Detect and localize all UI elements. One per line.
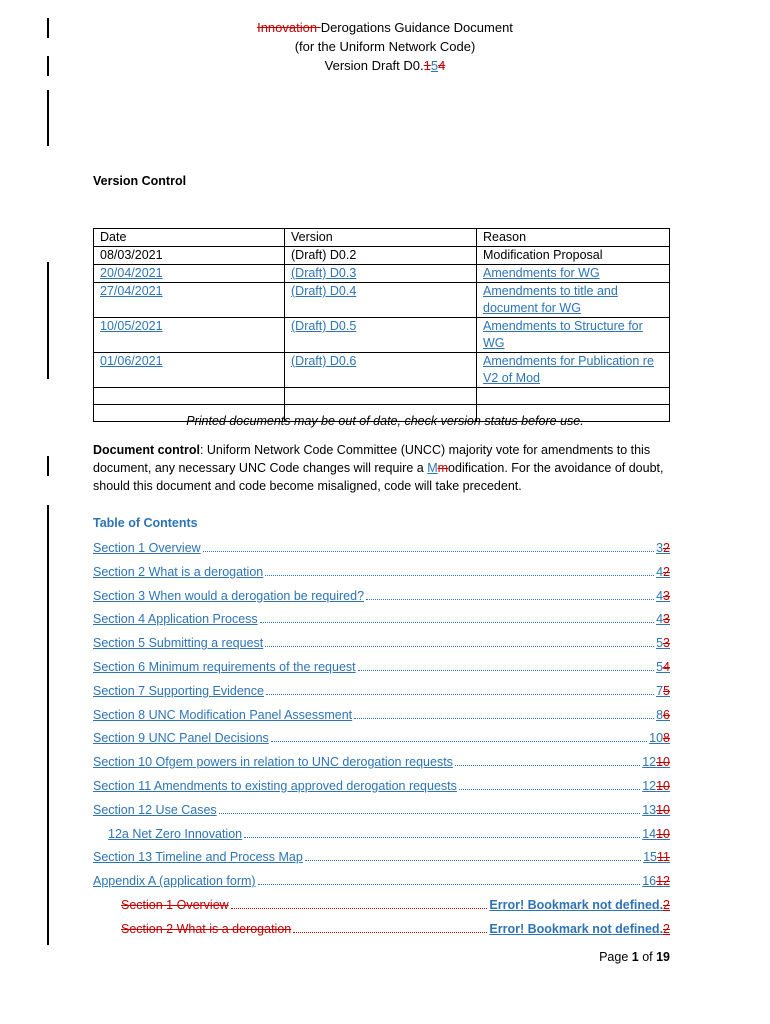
of-label: of: [638, 950, 657, 964]
page-label: Page: [599, 950, 632, 964]
toc-entry[interactable]: [93, 731, 670, 749]
toc-entry-label: Section 2 What is a derogation: [93, 564, 264, 579]
date-cell: 08/03/2021: [94, 247, 285, 265]
toc-page-new: 16: [642, 874, 657, 889]
toc-page-old: 12: [656, 874, 670, 889]
toc-leader-dots: [231, 907, 488, 909]
doc-version-line: [0, 56, 770, 75]
toc-page-number: [642, 874, 670, 888]
toc-title: Table of Contents: [93, 516, 198, 530]
inserted-digit: 5: [430, 58, 439, 73]
toc-page-new: 13: [642, 802, 657, 817]
change-bar: [47, 262, 49, 379]
version-cell: (Draft) D0.3: [285, 265, 477, 283]
reason-cell: Amendments for Publication re V2 of Mod: [477, 353, 670, 388]
toc-page-number: [642, 755, 670, 769]
doc-title-line1: [0, 18, 770, 37]
toc-page-new: 12: [642, 755, 657, 770]
empty-row: [94, 388, 670, 405]
toc-page-old: 2: [663, 898, 670, 912]
toc-entry[interactable]: [93, 660, 670, 678]
version-prefix: Version Draft D0.: [324, 58, 424, 73]
toc-page-new: 14: [642, 826, 657, 841]
toc-page-old: 6: [663, 707, 670, 722]
version-table: [93, 228, 670, 422]
toc-entry-label: Section 11 Amendments to existing approved derogation requests: [93, 779, 457, 793]
toc-leader-dots: [219, 812, 641, 814]
date-cell: 20/04/2021: [94, 265, 285, 283]
table-header-row: [94, 229, 670, 247]
toc-page-number: [643, 850, 670, 864]
toc-page-number: [489, 898, 670, 912]
document-control-label: Document control: [93, 443, 200, 457]
paragraph-text: odification. For the avoidance of doubt, should this document and code become misaligned, code will take precedent.: [93, 461, 664, 493]
toc-entry-label: Appendix A (application form): [93, 874, 256, 889]
toc-entry-label: Section 9 UNC Panel Decisions: [93, 731, 269, 746]
deleted-digit: 1: [423, 58, 431, 73]
change-bar: [47, 90, 49, 146]
toc-leader-dots: [244, 836, 640, 838]
toc-page-old: 5: [663, 683, 670, 698]
column-header: Date: [94, 229, 285, 247]
toc-page-old: 10: [656, 802, 670, 817]
toc-deleted-entry[interactable]: [121, 922, 670, 940]
toc-page-new: 12: [642, 779, 657, 793]
toc-leader-dots: [358, 669, 654, 671]
toc-page-number: [489, 922, 670, 936]
toc-leader-dots: [203, 550, 654, 552]
toc-entry[interactable]: [93, 565, 670, 583]
document-control-paragraph: [93, 441, 673, 495]
version-cell: (Draft) D0.4: [285, 283, 477, 318]
page-total: 19: [656, 950, 670, 964]
toc-error-text: Error! Bookmark not defined.: [489, 921, 664, 936]
toc-entry[interactable]: [93, 708, 670, 726]
column-header: Version: [285, 229, 477, 247]
toc-page-new: 4: [656, 588, 664, 603]
toc-page-new: 4: [656, 612, 664, 627]
toc-entry-label: Section 13 Timeline and Process Map: [93, 850, 303, 865]
toc-page-new: 15: [643, 850, 658, 865]
toc-page-new: 5: [656, 636, 664, 651]
page-footer: [570, 950, 670, 964]
toc-error-text: Error! Bookmark not defined.: [489, 898, 664, 912]
toc-entry[interactable]: [93, 636, 670, 654]
empty-cell: [94, 388, 285, 405]
version-cell: (Draft) D0.5: [285, 318, 477, 353]
toc-page-number: [656, 541, 670, 555]
toc-page-old: 2: [663, 564, 670, 579]
change-bar: [47, 505, 49, 945]
date-cell: 27/04/2021: [94, 283, 285, 318]
version-cell: (Draft) D0.2: [285, 247, 477, 265]
toc-page-old: 10: [656, 755, 670, 770]
toc-page-number: [642, 779, 670, 793]
change-bar: [47, 456, 49, 476]
toc-entry-label: Section 7 Supporting Evidence: [93, 683, 264, 698]
deleted-letter: m: [437, 461, 449, 475]
toc-page-number: [649, 731, 670, 745]
version-cell: (Draft) D0.6: [285, 353, 477, 388]
toc-leader-dots: [366, 598, 654, 600]
toc-leader-dots: [265, 574, 654, 576]
toc-entry[interactable]: [93, 779, 670, 797]
toc-entry[interactable]: [93, 850, 670, 868]
page-number: 1: [631, 950, 639, 964]
toc-page-number: [642, 827, 670, 841]
table-row: [94, 247, 670, 265]
toc-entry[interactable]: [93, 803, 670, 821]
reason-cell: Modification Proposal: [477, 247, 670, 265]
reason-cell: Amendments to title and document for WG: [477, 283, 670, 318]
empty-cell: [285, 388, 477, 405]
toc-page-old: 3: [663, 588, 670, 603]
toc-page-number: [656, 660, 670, 674]
toc-entry-label: 12a Net Zero Innovation: [108, 826, 243, 841]
toc-page-new: 8: [656, 707, 664, 722]
doc-title-line2: (for the Uniform Network Code): [294, 39, 476, 54]
toc-entry[interactable]: [93, 541, 670, 559]
toc-page-number: [656, 684, 670, 698]
toc-entry[interactable]: [108, 827, 670, 845]
column-header: Reason: [477, 229, 670, 247]
toc-entry-label: Section 2 What is a derogation: [121, 921, 292, 936]
inserted-letter: M: [427, 461, 438, 475]
toc-entry[interactable]: [93, 612, 670, 630]
toc-page-old: 2: [663, 921, 670, 936]
deleted-digit: 4: [438, 58, 446, 73]
toc-entry-label: Section 12 Use Cases: [93, 802, 217, 817]
toc-entry-label: Section 4 Application Process: [93, 612, 258, 627]
title-text: Derogations Guidance Document: [320, 20, 513, 35]
toc-page-number: [642, 803, 670, 817]
toc-page-old: 10: [656, 826, 670, 841]
toc-leader-dots: [260, 621, 654, 623]
toc-entry-label: Section 10 Ofgem powers in relation to UNC derogation requests: [93, 755, 453, 770]
empty-cell: [477, 388, 670, 405]
toc-page-old: 10: [656, 779, 670, 793]
toc-entry-label: Section 3 When would a derogation be required?: [93, 588, 365, 603]
table-row: [94, 283, 670, 318]
toc-entry-label: Section 5 Submitting a request: [93, 636, 264, 651]
toc-entry[interactable]: [93, 874, 670, 892]
toc-page-old: 3: [663, 636, 670, 651]
toc-page-new: 5: [656, 660, 664, 674]
toc-page-number: [656, 708, 670, 722]
deleted-word: Innovation: [257, 20, 321, 35]
toc-page-old: 3: [663, 612, 670, 627]
toc-entry-label: Section 6 Minimum requirements of the request: [93, 660, 356, 674]
toc-entry[interactable]: [93, 755, 670, 773]
toc-leader-dots: [293, 931, 487, 933]
toc-entry[interactable]: [93, 589, 670, 607]
toc-leader-dots: [258, 883, 641, 885]
toc-leader-dots: [455, 764, 640, 766]
paragraph-text: : Uniform Network Code Committee (UNCC) majority vote for amendments to this document, any necessary UNC Code changes will require a: [93, 443, 651, 475]
toc-leader-dots: [271, 740, 647, 742]
toc-page-old: 8: [663, 731, 670, 746]
toc-page-number: [656, 565, 670, 579]
reason-cell: Amendments to Structure for WG: [477, 318, 670, 353]
toc-entry-label: Section 1 Overview: [93, 541, 201, 555]
toc-page-old: 4: [663, 660, 670, 674]
toc-page-number: [656, 612, 670, 626]
toc-leader-dots: [305, 859, 641, 861]
toc-page-number: [656, 636, 670, 650]
version-control-heading: Version Control: [93, 174, 187, 188]
toc-leader-dots: [354, 717, 654, 719]
toc-leader-dots: [265, 645, 654, 647]
toc-page-old: 2: [663, 541, 670, 555]
version-note: Printed documents may be out of date, check version status before use.: [186, 414, 584, 428]
toc-leader-dots: [459, 788, 640, 790]
toc-page-new: 4: [656, 564, 664, 579]
toc-page-new: 3: [656, 541, 664, 555]
date-cell: 10/05/2021: [94, 318, 285, 353]
toc-entry[interactable]: [93, 684, 670, 702]
toc-page-number: [656, 589, 670, 603]
toc-page-new: 10: [649, 731, 664, 746]
toc-entry-label: Section 8 UNC Modification Panel Assessment: [93, 707, 353, 722]
toc-page-old: 11: [657, 850, 670, 865]
date-cell: 01/06/2021: [94, 353, 285, 388]
table-row: [94, 318, 670, 353]
toc-deleted-entry[interactable]: [121, 898, 670, 916]
toc-leader-dots: [266, 693, 654, 695]
reason-cell: Amendments for WG: [477, 265, 670, 283]
toc-page-new: 7: [656, 683, 664, 698]
table-row: [94, 265, 670, 283]
table-row: [94, 353, 670, 388]
toc-entry-label: Section 1 Overview: [121, 898, 229, 912]
